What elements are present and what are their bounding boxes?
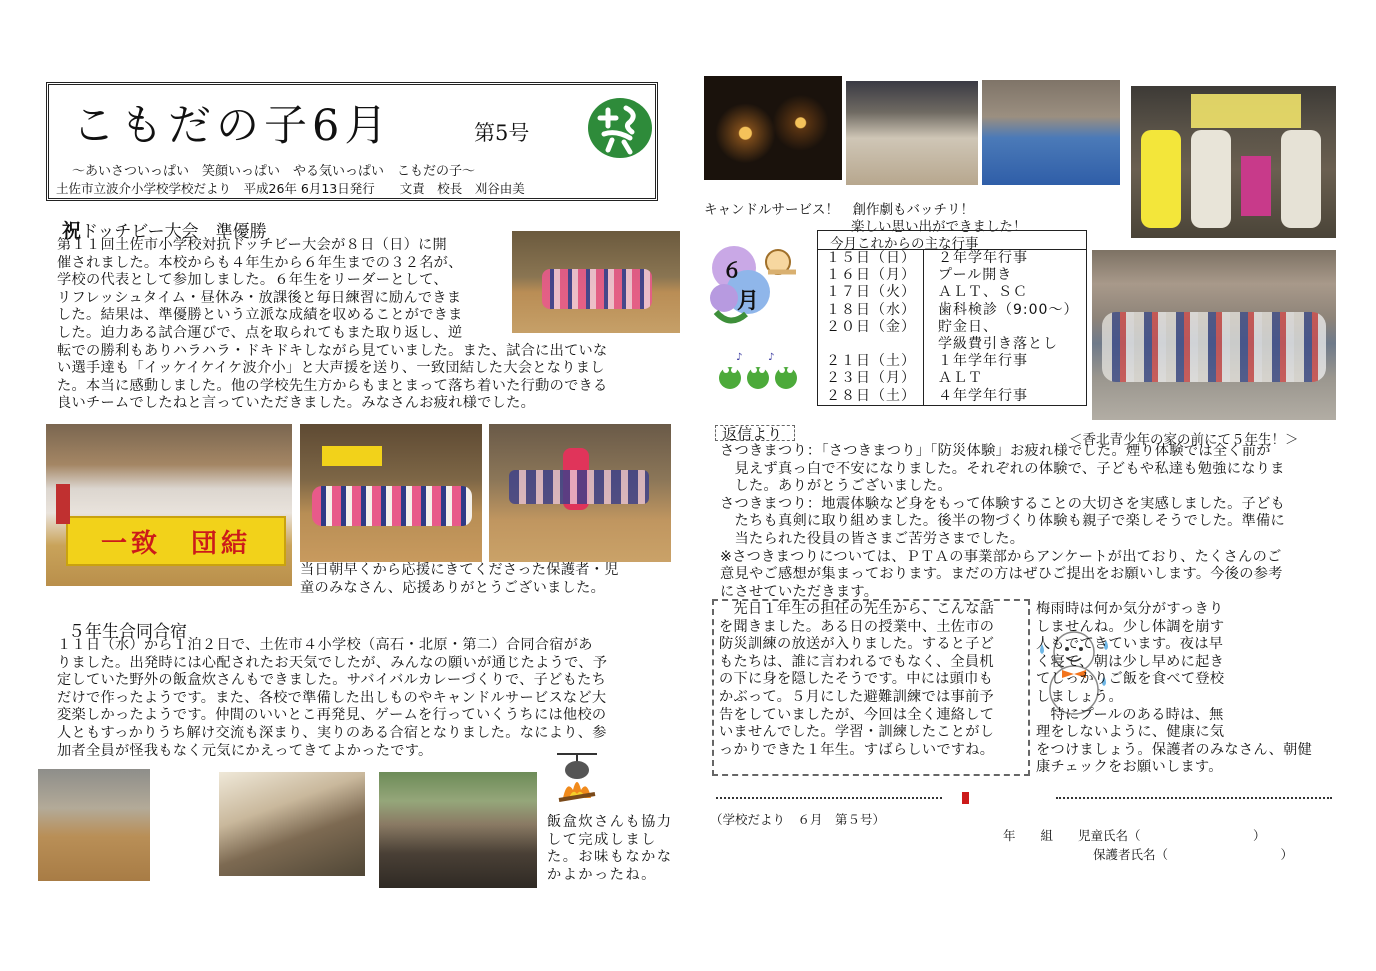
article-line: りました。出発時には心配されたお天気でしたが、みんなの願いが通じたようで、予 xyxy=(57,654,608,671)
event-name: ４年学年行事 xyxy=(938,387,1028,404)
event-date: １８日（水） xyxy=(818,302,924,319)
school-logo-icon xyxy=(586,96,654,160)
article-line: 変楽しかったようです。仲間のいいとこ再発見、ゲームを行っていくうちには他校の xyxy=(57,707,607,724)
article-line: いませんでした。学習・訓練したことがし xyxy=(719,724,995,741)
newsletter-title: こもだの子6月 xyxy=(72,101,393,151)
issue-number: 第5号 xyxy=(474,121,530,145)
publisher-info: 土佐市立波介小学校学校だより 平成26年 6月13日発行 文責 校長 刈谷由美 xyxy=(56,181,525,196)
supporters-caption: 当日朝早くから応援にきてくださった保護者・児 童のみなさん、応援ありがとうございました。 xyxy=(300,562,619,596)
rainy-season-article xyxy=(1036,601,1312,777)
article-line: 康チェックをお願いします。 xyxy=(1036,759,1223,776)
article-line: っかりできた１年生。すばらしいですね。 xyxy=(719,741,995,758)
events-table-header: 今月これからの主な行事 xyxy=(818,231,1086,250)
article-line: もたちは、誰に言われるでもなく、全員机 xyxy=(719,653,994,670)
event-date: ２１日（土） xyxy=(818,353,924,370)
reply-article xyxy=(720,443,1285,601)
article-line: しましょう。 xyxy=(1036,688,1123,705)
article-line: 告をしていましたが、今回は全く連絡して xyxy=(719,706,995,723)
month-number: ６ xyxy=(722,258,742,282)
article-line: た。本当に感動しました。他の学校先生方からもまとまって落ち着いた行動のできる xyxy=(57,377,608,394)
article-line: した。迫力ある試合運びで、点を取られてもまた取り返し、逆 xyxy=(57,324,463,341)
skit-performance-photo xyxy=(1131,86,1336,238)
candle-caption-2: 楽しい思い出ができました！ xyxy=(851,219,1027,235)
month-char: 月 xyxy=(737,289,760,314)
event-date: １７日（火） xyxy=(818,284,924,301)
reply-line: 当たられた役員の皆さまご苦労さまでした。 xyxy=(720,530,1025,547)
event-date: １６日（月） xyxy=(818,267,924,284)
article-line: 梅雨時は何か気分がすっきり xyxy=(1036,601,1224,617)
events-rows xyxy=(818,250,1086,405)
activity-photo xyxy=(982,80,1120,185)
event-name: １年学年行事 xyxy=(938,353,1028,370)
camp-meal-photo xyxy=(379,772,537,888)
event-date: ２０日（金） xyxy=(818,319,924,336)
reply-line: たちも真剣に取り組めました。後半の物づくり体験も親子で楽しそうでした。準備に xyxy=(720,513,1286,530)
campfire-pot-icon xyxy=(549,748,605,804)
article-line: 防災訓練の放送が入りました。すると子ど xyxy=(719,636,995,653)
school-slogan: ～あいさついっぱい 笑顔いっぱい やる気いっぱい こもだの子～ xyxy=(72,164,476,179)
candle-caption-1: キャンドルサービス！ 創作劇もバッチリ！ xyxy=(704,202,974,218)
article-line: 転での勝利もありハラハラ・ドキドキしながら見ていました。また、試合に出ていな xyxy=(57,342,608,359)
reply-heading: 返信より xyxy=(722,425,783,443)
event-name: ＡＬＴ、ＳＣ xyxy=(938,284,1028,301)
svg-text:♪: ♪ xyxy=(736,352,743,363)
cut-marker xyxy=(962,792,969,804)
slip-parent-name: 保護者氏名（ ） xyxy=(1093,847,1294,862)
cut-line-left xyxy=(716,797,942,799)
article-line: 理をしないように、健康に気 xyxy=(1036,724,1225,741)
article-line: だけで作ったようです。また、各校で準備した出しものやキャンドルサービスなど大 xyxy=(57,689,607,706)
group-photo-caption: ＜香北青少年の家の前にて５年生！＞ xyxy=(1069,432,1299,448)
camp-heading: ５年生合同合宿 xyxy=(68,622,187,642)
article-line: １１日（水）から１泊２日で、土佐市４小学校（高石・北原・第二）合同合宿があ xyxy=(57,637,593,653)
article-line: かぶって。５月にした避難訓練では事前予 xyxy=(719,688,994,705)
event-date xyxy=(818,336,924,353)
cut-line-right xyxy=(1056,797,1332,799)
article-line: 良いチームでしたねと言っていただきました。みなさんお疲れ様でした。 xyxy=(57,395,536,412)
group-photo xyxy=(1092,250,1336,420)
candle-service-photo xyxy=(704,76,842,180)
event-row xyxy=(818,336,1086,353)
article-line: 学校の代表として参加しました。６年生をリーダーとして、 xyxy=(57,272,448,289)
event-date: ２３日（月） xyxy=(818,370,924,387)
article-line: 加者全員が怪我もなく元気にかえってきてよかったです。 xyxy=(57,742,433,759)
article-line: 催されました。本校からも４年生から６年生までの３２名が、 xyxy=(57,254,463,271)
game-action-photo xyxy=(489,424,671,562)
article-line: い選手達も「イッケイケイケ波介小」と大声援を送り、一致団結した大会となりまし xyxy=(57,360,605,377)
article-line: 特にプールのある時は、無 xyxy=(1036,706,1224,723)
team-huddle-photo xyxy=(300,424,482,562)
article-line: しませんね。少し体調を崩す xyxy=(1036,618,1225,635)
event-row xyxy=(818,284,1086,301)
reply-line: さつきまつり：「さつきまつり」「防災体験」お疲れ様でした。煙り体験では全く前が xyxy=(720,443,1271,459)
event-name: ２年学年行事 xyxy=(938,250,1028,266)
event-date: １５日（日） xyxy=(818,250,924,267)
article-line: 第１１回土佐市小学校対抗ドッチビー大会が８日（日）に開 xyxy=(57,237,448,253)
drill-article xyxy=(719,601,994,759)
article-line: 定していた野外の飯盒炊さんもできました。サバイバルカレーづくりで、子どもたち xyxy=(57,672,607,689)
article-line: した。結果は、準優勝という立派な成績を収めることができま xyxy=(57,307,463,324)
camp-article xyxy=(57,637,607,760)
reply-line: 見えず真っ白で不安になりました。それぞれの体験で、子どもや私達も勉強になりま xyxy=(720,460,1285,477)
reply-line: 意見やご感想が集まっております。まだの方はぜひご提出をお願いします。今後の参考 xyxy=(720,566,1283,583)
event-date: ２８日（土） xyxy=(818,388,924,405)
event-name: 歯科検診（9:00～） xyxy=(938,301,1079,318)
article-line: てしっかりご飯を食べて登校 xyxy=(1036,671,1225,688)
cooking-caption: 飯盒炊さんも協力 して完成しまし た。お味もなかな かよかったね。 xyxy=(547,814,673,883)
event-row xyxy=(818,388,1086,405)
article-line: の下に身を隠したそうです。中には頭巾も xyxy=(719,671,994,688)
camp-gym-photo xyxy=(38,769,150,881)
article-line: 先日１年生の担任の先生から、こんな話 xyxy=(719,601,995,617)
reply-line: した。ありがとうございました。 xyxy=(720,478,952,495)
event-name: ＡＬＴ xyxy=(938,370,983,387)
banner-text: 一致 団結 xyxy=(100,528,251,559)
event-row xyxy=(818,353,1086,370)
reply-line: にさせていただきます。 xyxy=(720,583,879,600)
article-line: く寝て、朝は少し早めに起き xyxy=(1036,653,1225,670)
event-row xyxy=(818,302,1086,319)
reply-line: ※さつきまつりについては、ＰＴＡの事業部からアンケートが出ており、たくさんのご xyxy=(720,548,1282,565)
event-row xyxy=(818,267,1086,284)
article-line: をつけましょう。保護者のみなさん、朝健 xyxy=(1036,741,1313,758)
dodgebee-heading: 祝ドッチビー大会 準優勝 xyxy=(62,220,267,242)
event-row xyxy=(818,370,1086,387)
article-line: を聞きました。ある日の授業中、土佐市の xyxy=(719,618,995,635)
dodgebee-team-photo xyxy=(512,231,680,333)
article-line: リフレッシュタイム・昼休み・放課後と毎日練習に励んできま xyxy=(57,289,462,306)
reply-line: さつきまつり：地震体験など身をもって体験することの大切さを実感しました。子ども xyxy=(720,495,1286,512)
celebration-mark: 祝 xyxy=(62,220,82,242)
slip-label: （学校だより ６月 第５号） xyxy=(710,812,886,827)
event-row xyxy=(818,319,1086,336)
event-name: プール開き xyxy=(938,267,1013,284)
events-table xyxy=(817,230,1087,406)
frogs-icon xyxy=(716,350,800,392)
article-line: 人もでてきています。夜は早 xyxy=(1036,636,1224,653)
svg-text:♪: ♪ xyxy=(768,352,775,363)
slip-student-name: 年 組 児童氏名（ ） xyxy=(1003,828,1266,843)
dinner-photo xyxy=(846,81,978,185)
event-row xyxy=(818,250,1086,267)
article-line: 人ともすっかりうち解け交流も深まり、実りのある合宿となりました。なにより、参 xyxy=(57,724,607,741)
event-name: 貯金日、 xyxy=(938,318,998,335)
supporters-banner-photo xyxy=(46,424,292,586)
camp-cooking-photo xyxy=(219,772,365,876)
event-name: 学級費引き落とし xyxy=(938,335,1058,352)
